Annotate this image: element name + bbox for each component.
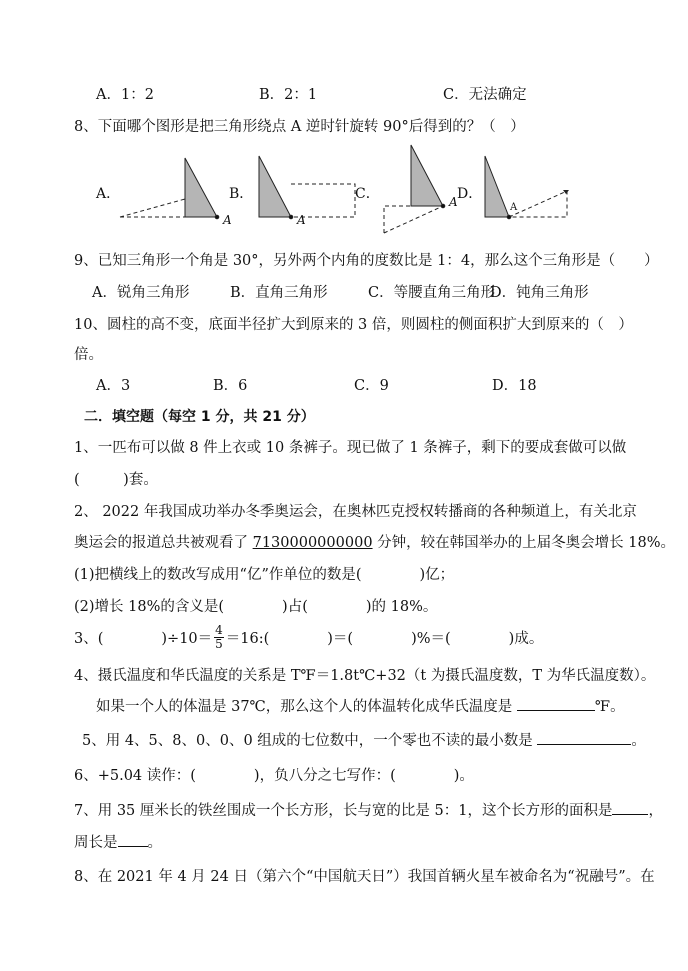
f1-line2: ( )套。	[74, 472, 158, 488]
q10-option-d: D．18	[492, 378, 537, 394]
f7-perimeter-blank[interactable]	[118, 832, 148, 847]
f4-line2	[96, 695, 625, 716]
q8-label-d: D．	[457, 186, 483, 202]
q9-option-a: A．锐角三角形	[92, 285, 190, 301]
f7-line2-text: 周长是	[74, 835, 118, 851]
f3-pre: 3、( )÷10＝	[74, 631, 213, 647]
f2-line3: (1)把横线上的数改写成用“亿”作单位的数是( )亿；	[74, 567, 455, 583]
f6-line: 6、+5.04 读作：( )，负八分之七写作：( )。	[74, 768, 474, 784]
q9-option-c: C．等腰直角三角形	[368, 285, 496, 301]
f3-numerator: 4	[215, 623, 223, 637]
f2-line1: 2、 2022 年我国成功举办冬季奥运会，在奥林匹克授权转播商的各种频道上，有关北京	[74, 504, 637, 520]
section-2-heading: 二．填空题（每空 1 分，共 21 分）	[84, 409, 315, 425]
figure-c	[384, 145, 445, 233]
f4-answer-blank[interactable]	[517, 696, 595, 711]
f7-line2	[74, 831, 162, 852]
f8-line1: 8、在 2021 年 4 月 24 日（第六个“中国航天日”）我国首辆火星车被命名为“祝融号”。在	[74, 869, 655, 885]
f7-line2-end: 。	[147, 835, 162, 851]
q7-option-c: C．无法确定	[443, 87, 527, 103]
q9-stem: 9、已知三角形一个角是 30°，另外两个内角的度数比是 1：4，那么这个三角形是（ ）	[74, 253, 659, 269]
q10-cont: 倍。	[74, 347, 103, 363]
f4-line1: 4、摄氏温度和华氏温度的关系是 T℉＝1.8t℃+32（t 为摄氏温度数，T 为华氏温度数）。	[74, 668, 656, 684]
q7-option-b: B．2：1	[259, 87, 318, 103]
f5-answer-blank[interactable]	[537, 730, 631, 745]
q8-label-c: C．	[355, 186, 380, 202]
q8-stem: 8、下面哪个图形是把三角形绕点 A 逆时针旋转 90°后得到的？（ ）	[74, 119, 525, 135]
f3-fraction	[214, 624, 224, 651]
point-a-label-4: A	[510, 202, 518, 213]
q9-option-d: D．钝角三角形	[490, 285, 589, 301]
point-a-label-3: A	[449, 195, 458, 209]
f7-area-blank[interactable]	[612, 800, 648, 815]
f5-line	[82, 729, 646, 750]
f7-line1-text: 7、用 35 厘米长的铁丝围成一个长方形，长与宽的比是 5：1，这个长方形的面积是	[74, 803, 613, 819]
f1-line1: 1、一匹布可以做 8 件上衣或 10 条裤子。现已做了 1 条裤子，剩下的要成套做可以做	[74, 440, 627, 456]
q8-label-a: A．	[96, 186, 121, 202]
f2-number: 7130000000000	[252, 535, 373, 551]
q10-option-a: A．3	[96, 378, 131, 394]
f2-line2-b: 分钟，较在韩国举办的上届冬奥会增长 18%。	[372, 535, 675, 551]
f5-text: 5、用 4、5、8、0、0、0 组成的七位数中，一个零也不读的最小数是	[82, 733, 533, 749]
q7-option-a: A．1：2	[96, 87, 154, 103]
f5-end: 。	[631, 733, 646, 749]
f3-line	[74, 624, 543, 651]
q9-option-b: B．直角三角形	[230, 285, 328, 301]
f2-line2	[74, 531, 675, 552]
f7-line1	[74, 799, 663, 820]
f4-line2-text: 如果一个人的体温是 37℃，那么这个人的体温转化成华氏温度是	[96, 699, 513, 715]
point-a-label-1: A	[223, 213, 232, 227]
f7-line1-end: ，	[648, 803, 663, 819]
f2-line4: (2)增长 18%的含义是( )占( )的 18%。	[74, 599, 438, 615]
f4-unit: ℉。	[594, 699, 625, 715]
figure-b	[259, 156, 355, 219]
q10-option-c: C．9	[354, 378, 389, 394]
figure-a	[120, 158, 219, 219]
figure-d	[485, 156, 569, 219]
q10-stem: 10、圆柱的高不变，底面半径扩大到原来的 3 倍，则圆柱的侧面积扩大到原来的（ ）	[74, 317, 633, 333]
q10-option-b: B．6	[213, 378, 248, 394]
point-a-label-2: A	[297, 213, 306, 227]
f2-line2-a: 奥运会的报道总共被观看了	[74, 535, 253, 551]
f3-denominator: 5	[215, 637, 223, 651]
f3-post: ＝16:( )＝( )%＝( )成。	[225, 631, 544, 647]
q8-label-b: B．	[229, 186, 254, 202]
